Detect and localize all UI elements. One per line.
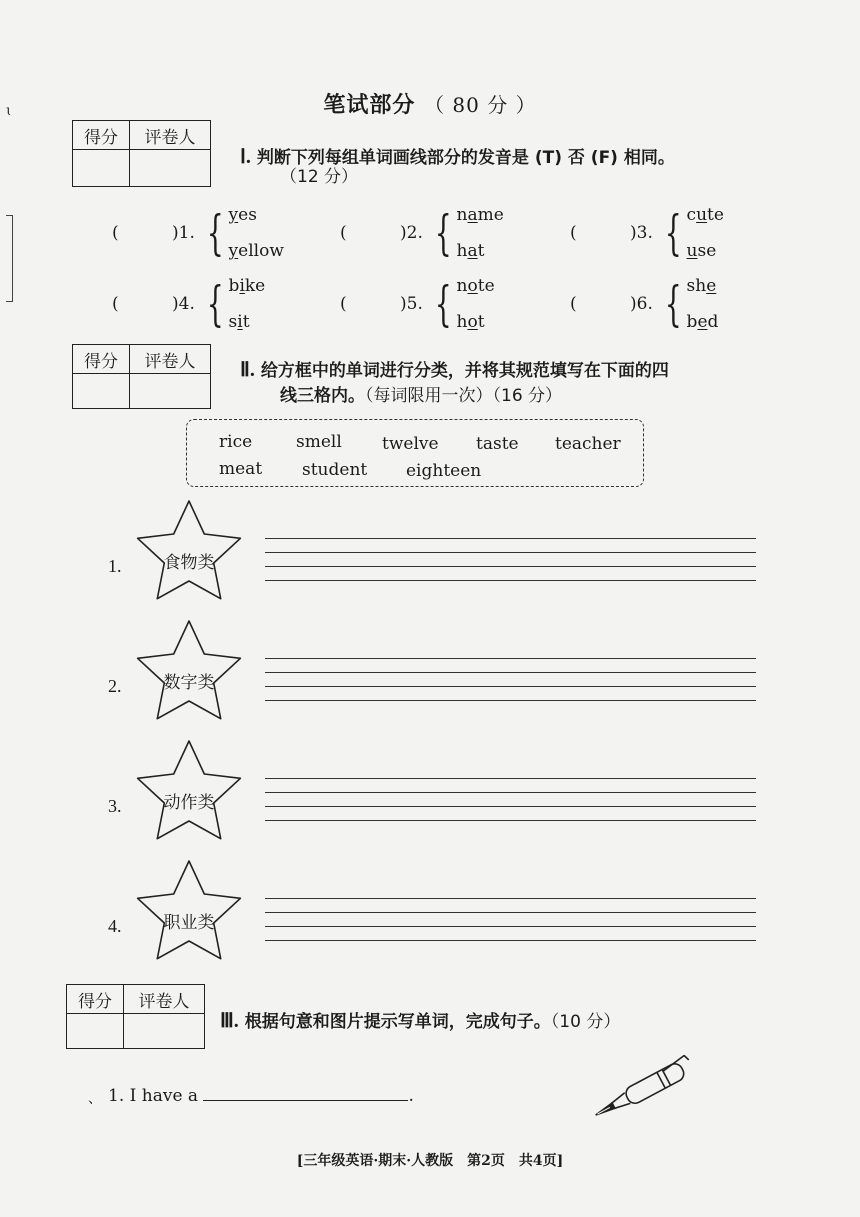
section-2-instruction-1: 给方框中的单词进行分类，并将其规范填写在下面的四	[260, 361, 669, 381]
word-a	[687, 276, 719, 296]
category-label: 数字类	[163, 673, 215, 693]
category-number: 3.	[108, 796, 122, 816]
word-a-prefix: n	[456, 205, 468, 225]
answer-parens[interactable]: (	[340, 294, 347, 314]
q1-number: 1.	[108, 1086, 125, 1106]
word-a-underlined: y	[228, 205, 239, 225]
category-label: 食物类	[163, 553, 215, 573]
q1-answer-blank[interactable]	[203, 1084, 408, 1101]
bullet-mark: 、	[88, 1091, 102, 1107]
word-b	[687, 241, 724, 261]
word-pair	[687, 205, 724, 261]
word-a-suffix: te	[477, 276, 495, 296]
category-number: 2.	[108, 676, 122, 696]
grader-cell[interactable]	[124, 1014, 205, 1049]
brace-icon: {	[664, 276, 682, 332]
item-number: )6.	[630, 294, 653, 314]
page-footer: [三年级英语·期末·人教版 第2页 共4页]	[296, 1153, 564, 1169]
title-score: （ 80 分 ）	[424, 93, 537, 117]
answer-parens[interactable]: (	[340, 223, 347, 243]
section-2-instruction-2: 线三格内。	[280, 386, 365, 406]
section-3-points: （10 分）	[550, 1012, 621, 1032]
word-a-underlined: a	[467, 205, 478, 225]
word-b-prefix: s	[228, 312, 238, 332]
word-a-suffix: te	[707, 205, 724, 225]
section-3-heading	[220, 1007, 620, 1036]
word-b	[457, 241, 504, 261]
brace-icon: {	[434, 276, 452, 332]
item-number: )3.	[630, 223, 653, 243]
judge-item	[570, 205, 724, 261]
word-b-suffix: se	[697, 241, 717, 261]
word-pair	[229, 276, 266, 332]
category-number: 1.	[108, 556, 122, 576]
title-main: 笔试部分	[323, 92, 416, 118]
score-cell[interactable]	[73, 150, 130, 187]
category-label: 职业类	[163, 913, 215, 933]
item-number: )2.	[400, 223, 423, 243]
category-number: 4.	[108, 916, 122, 936]
word-b-underlined: y	[228, 241, 239, 261]
word-pair	[457, 205, 504, 261]
answer-parens[interactable]: (	[112, 223, 119, 243]
word-b-suffix: ellow	[238, 241, 284, 261]
word-a	[457, 276, 495, 296]
word-a	[229, 276, 266, 296]
section-2-heading	[240, 356, 669, 385]
score-box-2	[72, 344, 211, 409]
word-a-underlined: u	[696, 205, 708, 225]
section-1-points-line	[280, 163, 358, 191]
q1-period: .	[408, 1086, 414, 1106]
word-a-prefix: n	[456, 276, 468, 296]
word-pair	[687, 276, 719, 332]
score-label: 得分	[73, 121, 130, 150]
brace-icon: {	[664, 205, 682, 261]
section-2-heading-line-2	[280, 382, 562, 410]
word-b	[229, 241, 284, 261]
word-b-underlined: o	[467, 312, 478, 332]
word-b-underlined: a	[467, 241, 478, 261]
category-label: 动作类	[163, 793, 215, 813]
word-a-prefix: c	[686, 205, 697, 225]
word-b-suffix: t	[477, 312, 485, 332]
word-rice: rice	[219, 432, 253, 452]
word-b-suffix: t	[242, 312, 250, 332]
word-smell: smell	[296, 432, 342, 452]
word-taste: taste	[476, 434, 519, 454]
q1-text: I have a	[129, 1086, 199, 1106]
word-b-suffix: d	[707, 312, 719, 332]
word-a-suffix: me	[477, 205, 504, 225]
word-pair	[457, 276, 495, 332]
word-a-underlined: o	[467, 276, 478, 296]
word-a-underlined: i	[239, 276, 245, 296]
word-b	[457, 312, 495, 332]
word-a-prefix: b	[228, 276, 240, 296]
word-a-suffix: ke	[244, 276, 266, 296]
judge-item	[570, 276, 718, 332]
word-b	[687, 312, 719, 332]
word-student: student	[302, 460, 368, 480]
judge-item	[340, 205, 504, 261]
margin-mark: ɩ	[6, 103, 12, 119]
word-b-prefix: h	[456, 312, 468, 332]
judge-item	[340, 276, 495, 332]
section-2-number: Ⅱ.	[240, 359, 255, 381]
section-2-note: （每词限用一次）	[365, 386, 493, 406]
answer-parens[interactable]: (	[112, 294, 119, 314]
score-cell[interactable]	[73, 374, 130, 409]
four-line-grid[interactable]	[265, 658, 756, 714]
score-box-1	[72, 120, 211, 187]
grader-label: 评卷人	[130, 345, 211, 374]
judge-item	[112, 276, 265, 332]
section-1-points: （12 分）	[280, 167, 359, 187]
word-a-underlined: e	[706, 276, 717, 296]
section-1-number: Ⅰ.	[240, 146, 251, 168]
answer-parens[interactable]: (	[570, 294, 577, 314]
section-2-points: （16 分）	[492, 386, 563, 406]
section-title	[0, 88, 860, 119]
grader-cell[interactable]	[130, 374, 211, 409]
four-line-grid[interactable]	[265, 898, 756, 954]
four-line-grid[interactable]	[265, 538, 756, 594]
item-number: )1.	[172, 223, 195, 243]
word-a	[457, 205, 504, 225]
word-meat: meat	[219, 459, 263, 479]
word-twelve: twelve	[382, 434, 439, 454]
pen-icon	[586, 1055, 708, 1129]
item-number: )5.	[400, 294, 423, 314]
brace-icon: {	[206, 276, 224, 332]
word-a-prefix: sh	[686, 276, 707, 296]
word-b-prefix: h	[456, 241, 468, 261]
grader-cell[interactable]	[130, 150, 211, 187]
brace-icon: {	[434, 205, 452, 261]
grader-label: 评卷人	[130, 121, 211, 150]
word-eighteen: eighteen	[406, 461, 482, 481]
word-pair	[229, 205, 284, 261]
question-1	[108, 1084, 414, 1106]
score-cell[interactable]	[67, 1014, 124, 1049]
word-b-underlined: e	[697, 312, 708, 332]
word-teacher: teacher	[555, 434, 621, 454]
word-a-suffix: es	[238, 205, 257, 225]
word-b-underlined: i	[237, 312, 243, 332]
word-b-underlined: u	[686, 241, 698, 261]
score-label: 得分	[67, 985, 124, 1014]
judge-item	[112, 205, 284, 261]
word-a	[229, 205, 284, 225]
binding-mark	[6, 215, 13, 302]
word-b-suffix: t	[477, 241, 485, 261]
word-b-prefix: b	[686, 312, 698, 332]
score-label: 得分	[73, 345, 130, 374]
answer-parens[interactable]: (	[570, 223, 577, 243]
section-1-instruction: 判断下列每组单词画线部分的发音是 (T) 否 (F) 相同。	[256, 148, 675, 168]
section-3-number: Ⅲ.	[220, 1010, 239, 1032]
section-3-instruction: 根据句意和图片提示写单词，完成句子。	[244, 1012, 551, 1032]
item-number: )4.	[172, 294, 195, 314]
four-line-grid[interactable]	[265, 778, 756, 834]
brace-icon: {	[206, 205, 224, 261]
grader-label: 评卷人	[124, 985, 205, 1014]
word-a	[687, 205, 724, 225]
word-b	[229, 312, 266, 332]
score-box-3	[66, 984, 205, 1049]
